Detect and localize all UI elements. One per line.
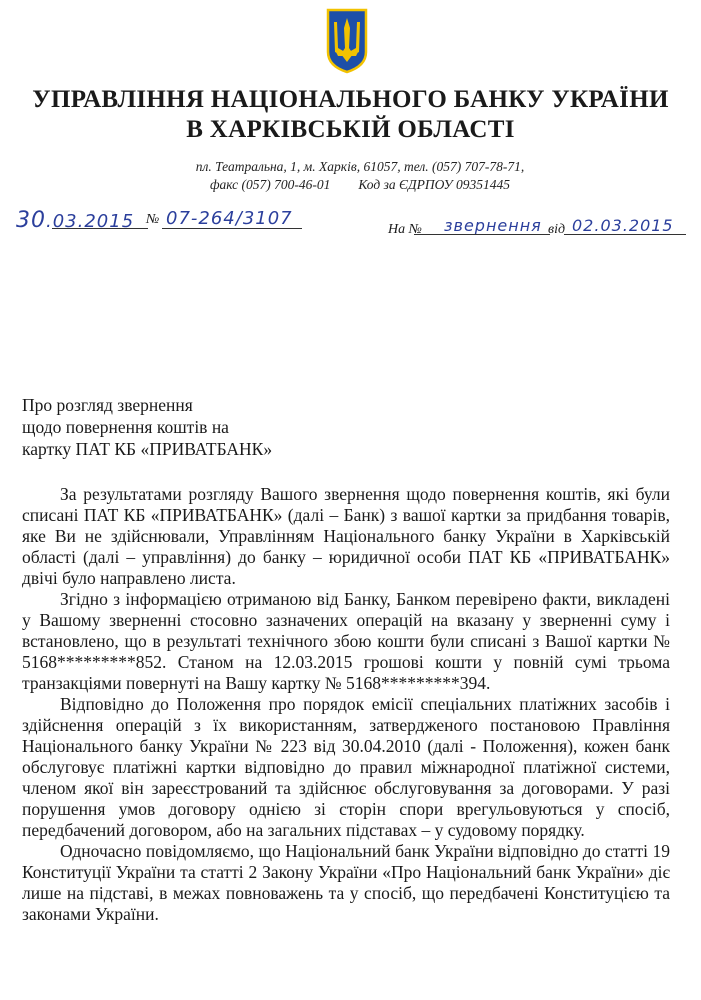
incoming-date: 02.03.2015 [572, 216, 674, 235]
incoming-number: звернення [444, 216, 542, 235]
body-paragraph: Згідно з інформацією отриманою від Банку, Банком перевірено факти, викладені у Вашому зверненні стосовно зазначених операцій на вказану у зверненні суму і встановлено, що в результаті технічного збою кошти були списані з Вашої картки № 5168*********852. Станом на 12.03.2015 грошові кошти у повній сумі трьома транзакціями повернуті на Вашу картку № 5168*********394. [22, 589, 670, 693]
incoming-number-label: На № [388, 222, 422, 237]
date-underline [52, 228, 148, 229]
contacts-address-phone: пл. Театральна, 1, м. Харків, 61057, тел. (057) 707-78-71, [195, 159, 525, 174]
outgoing-date-day: 30 [16, 208, 46, 233]
outgoing-date-rest: .03.2015 [46, 211, 135, 232]
body-paragraph: Відповідно до Положення про порядок емісії спеціальних платіжних засобів і здійснення операцій з їх використанням, затвердженого постановою Правління Національного банку України № 223 від 30.04.2010 (далі - Положення), кожен банк обслуговує платіжні картки відповідно до правил міжнародної платіжної системи, членом якої він зареєстрований та здійснює обслуговування за договорами. У разі порушення умов договору однією зі сторін спори врегульовуються у спосіб, передбачений договором, або на загальних підставах – у судовому порядку. [22, 694, 670, 840]
incoming-date-underline [564, 234, 686, 235]
number-underline [162, 228, 302, 229]
outgoing-number: 07-264/3107 [166, 208, 293, 229]
outgoing-number-label: № [146, 212, 160, 227]
letter-subject [22, 394, 272, 460]
subject-line: картку ПАТ КБ «ПРИВАТБАНК» [22, 439, 273, 459]
contacts-fax-code [180, 176, 540, 194]
subject-line: щодо повернення коштів на [22, 417, 229, 437]
coat-of-arms-trident-icon [325, 8, 369, 74]
letter-body [22, 484, 670, 925]
outgoing-date [16, 208, 134, 233]
incoming-date-label: від [548, 222, 566, 237]
contacts-edrpou-code: Код за ЄДРПОУ 09351445 [358, 177, 511, 192]
reference-row [16, 208, 686, 236]
body-paragraph: Одночасно повідомляємо, що Національний банк України відповідно до статті 19 Конституції України та статті 2 Закону України «Про Національний банк України» діє лише на підставі, в межах повноважень та у спосіб, що передбачені Конституцією та законами України. [22, 841, 670, 924]
body-paragraph: За результатами розгляду Вашого звернення щодо повернення коштів, які були списані ПАТ КБ «ПРИВАТБАНК» (далі – Банк) з вашої картки за придбання товарів, яке Ви не здійснювали, Управлінням Національного банку України в Харківській області (далі – управління) до банку – юридичної особи ПАТ КБ «ПРИВАТБАНК» двічі було направлено листа. [22, 484, 670, 588]
organization-title-line2: В ХАРКІВСЬКІЙ ОБЛАСТІ [186, 116, 515, 143]
organization-title-line1: УПРАВЛІННЯ НАЦІОНАЛЬНОГО БАНКУ УКРАЇНИ [32, 86, 669, 113]
contacts-fax: факс (057) 700-46-01 [209, 177, 331, 192]
subject-line: Про розгляд звернення [22, 395, 193, 415]
incoming-number-underline [414, 234, 550, 235]
